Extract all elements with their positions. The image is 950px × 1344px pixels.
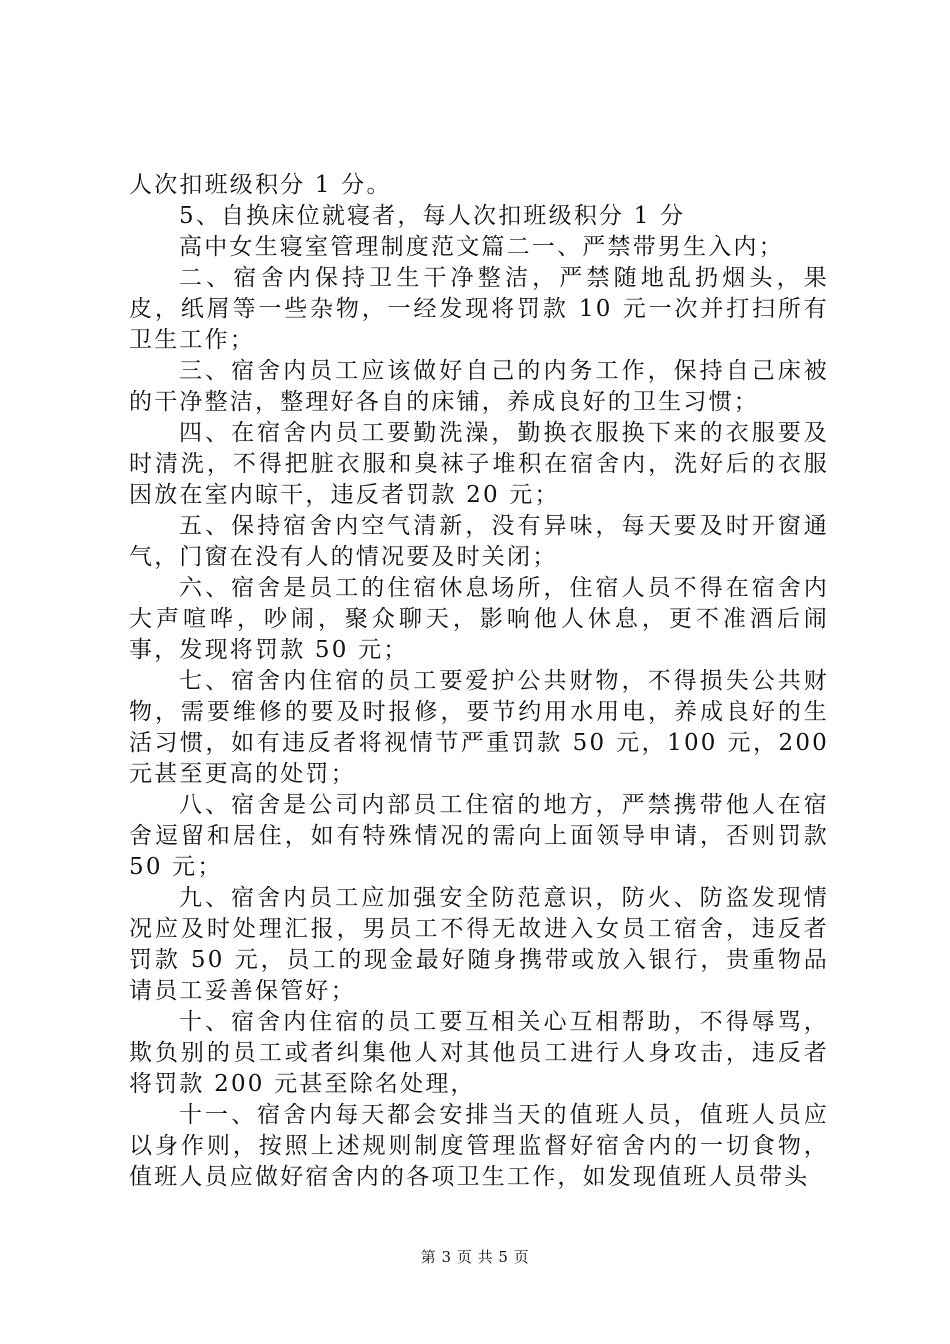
paragraph: 5、自换床位就寝者，每人次扣班级积分 1 分 <box>179 203 686 229</box>
paragraph: 十一、宿舍内每天都会安排当天的值班人员，值班人员应以身作则，按照上述规则制度管理监督好宿舍内的一切食物，值班人员应做好宿舍内的各项卫生工作，如发现值班人员带头 <box>129 1102 829 1190</box>
paragraph: 九、宿舍内员工应加强安全防范意识，防火、防盗发现情况应及时处理汇报，男员工不得无故进入女员工宿舍，违反者罚款 50 元，员工的现金最好随身携带或放入银行，贵重物品请员工妥善保管好； <box>129 885 829 1004</box>
paragraph: 四、在宿舍内员工要勤洗澡，勤换衣服换下来的衣服要及时清洗，不得把脏衣服和臭袜子堆积在宿舍内，洗好后的衣服因放在室内晾干，违反者罚款 20 元； <box>129 420 829 508</box>
paragraph: 八、宿舍是公司内部员工住宿的地方，严禁携带他人在宿舍逗留和居住，如有特殊情况的需向上面领导申请，否则罚款 50 元； <box>129 792 829 880</box>
paragraph: 六、宿舍是员工的住宿休息场所，住宿人员不得在宿舍内大声喧哗，吵闹，聚众聊天，影响他人休息，更不准酒后闹事，发现将罚款 50 元； <box>129 575 829 663</box>
paragraph: 五、保持宿舍内空气清新，没有异味，每天要及时开窗通气，门窗在没有人的情况要及时关闭； <box>129 513 829 570</box>
paragraph: 七、宿舍内住宿的员工要爱护公共财物，不得损失公共财物，需要维修的要及时报修，要节约用水用电，养成良好的生活习惯，如有违反者将视情节严重罚款 50 元，100 元，200 元甚至更高的处罚； <box>129 668 829 787</box>
paragraph: 高中女生寝室管理制度范文篇二一、严禁带男生入内； <box>179 234 784 260</box>
page-footer: 第 3 页 共 5 页 <box>420 1248 530 1266</box>
paragraph: 三、宿舍内员工应该做好自己的内务工作，保持自己床被的干净整洁，整理好各自的床铺，养成良好的卫生习惯； <box>129 358 829 415</box>
paragraph: 人次扣班级积分 1 分。 <box>129 172 392 198</box>
paragraph: 二、宿舍内保持卫生干净整洁，严禁随地乱扔烟头，果皮，纸屑等一些杂物，一经发现将罚款 10 元一次并打扫所有卫生工作； <box>129 265 829 353</box>
paragraph: 十、宿舍内住宿的员工要互相关心互相帮助，不得辱骂，欺负别的员工或者纠集他人对其他员工进行人身攻击，违反者将罚款 200 元甚至除名处理， <box>129 1009 829 1097</box>
document-body <box>129 170 829 1193</box>
